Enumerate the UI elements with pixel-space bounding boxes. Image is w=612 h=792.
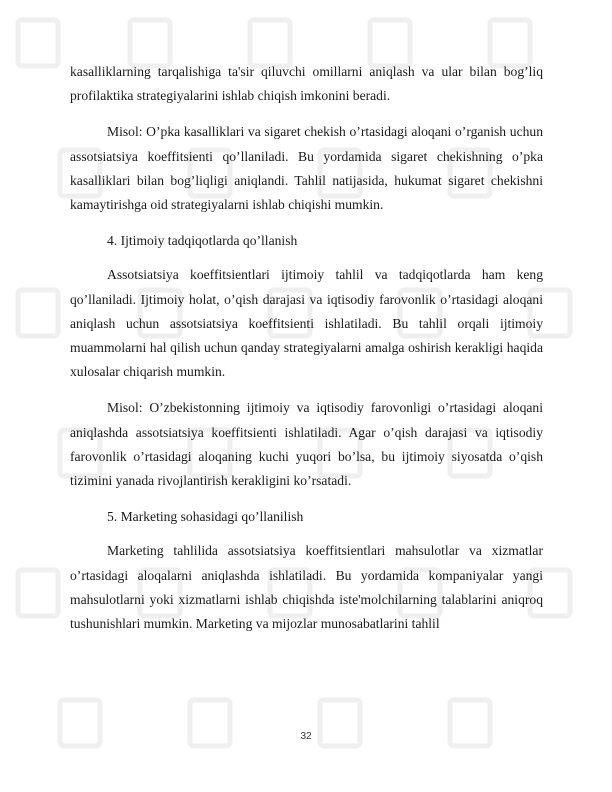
paragraph-lung-disease-example: Misol: O’pka kasalliklari va sigaret chekish o’rtasidagi aloqani o’rganish uchun assotsiatsiya koeffitsienti qo’llaniladi. Bu yordamida sigaret chekishning o’pka kasalliklari bilan bog’liqligi aniqlandi. Tahlil natijasida, hukumat sigaret chekishni kamaytirishga oid strategiyalarni ishlab chiqishi mumkin.	[70, 124, 543, 213]
paragraph-uzbekistan-example: Misol: O’zbekistonning ijtimoiy va iqtisodiy farovonligi o’rtasidagi aloqani aniqlashda assotsiatsiya koeffitsienti ishlatiladi. Agar o’qish darajasi va iqtisodiy farovonlik o’rtasidagi aloqaning kuchi yuqori bo’lsa, bu ijtimoiy siyosatda o’qish tizimini yanada rivojlantirish kerakligini ko’rsatadi.	[70, 400, 543, 489]
paragraph-social-research: Assotsiatsiya koeffitsientlari ijtimoiy tahlil va tadqiqotlarda ham keng qo’llaniladi. Ijtimoiy holat, o’qish darajasi va iqtisodiy farovonlik o’rtasidagi aloqani aniqlash uchun assotsiatsiya koeffitsienti ishlatiladi. Bu tahlil orqali ijtimoiy muammolarni hal qilish uchun qanday strategiyalarni amalga oshirish kerakligi haqida xulosalar chiqarish mumkin.	[70, 267, 543, 380]
paragraph-marketing: Marketing tahlilida assotsiatsiya koeffitsientlari mahsulotlar va xizmatlar o’rtasidagi aloqalarni aniqlashda ishlatiladi. Bu yordamida kompaniyalar yangi mahsulotlarni yoki xizmatlarni ishlab chiqishda iste'molchilarning talablarini aniqroq tushunishlari mumkin. Marketing va mijozlar munosabatlarini tahlil	[70, 543, 543, 632]
page-number: 32	[300, 731, 312, 742]
section-heading-marketing: 5. Marketing sohasidagi qo’llanilish	[107, 509, 304, 525]
document-body	[70, 60, 543, 648]
paragraph-continuation: kasalliklarning tarqalishiga ta'sir qiluvchi omillarni aniqlash va ular bilan bog’liq profilaktika strategiyalarini ishlab chiqish imkonini beradi.	[70, 64, 543, 104]
section-heading-social-research: 4. Ijtimoiy tadqiqotlarda qo’llanish	[107, 233, 298, 249]
